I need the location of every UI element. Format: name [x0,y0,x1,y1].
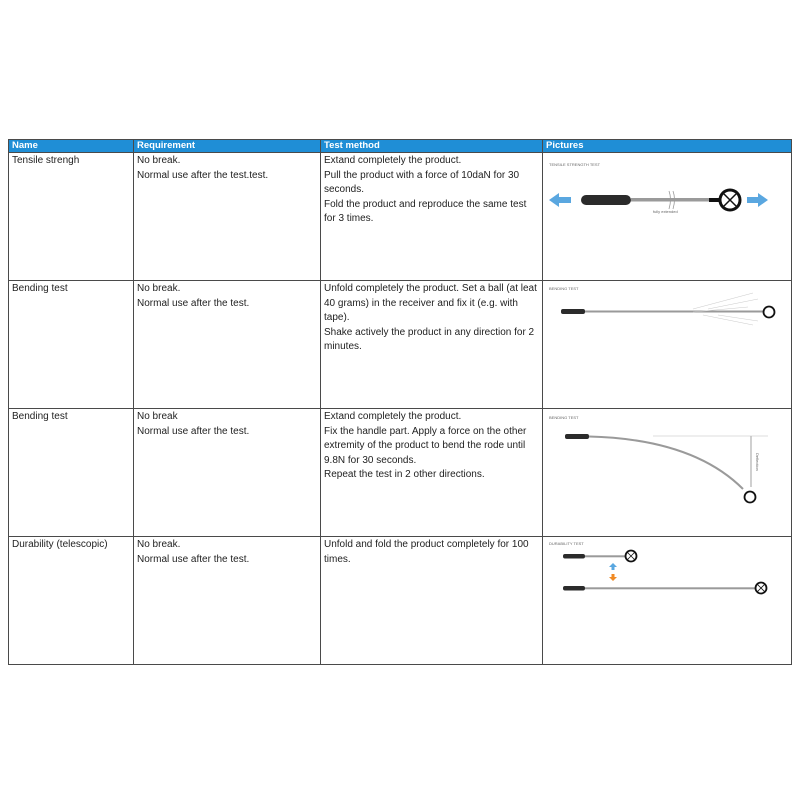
table-row [9,537,792,665]
method-line: Unfold completely the product. Set a ball (at leat 40 grams) in the receiver and fix it (e.g. with tape). [324,283,537,323]
method-line: Shake actively the product in any direction for 2 minutes. [324,326,535,352]
picture-cell [543,153,792,281]
table-row [9,281,792,409]
receiver-neck [709,198,720,202]
handle-grip [581,195,631,205]
requirement-line: Normal use after the test. [137,425,250,437]
test-name: Bending test [9,409,134,537]
receiver-ring-icon [745,492,756,503]
requirement-line: No break [137,411,178,422]
picture-cell [543,409,792,537]
down-arrow-icon [609,574,617,581]
requirement-cell [134,153,321,281]
right-arrow-icon [747,193,768,207]
test-name: Tensile strengh [9,153,134,281]
bent-rod [589,437,743,490]
requirement-line: No break. [137,539,181,550]
bending-test-illustration [543,281,791,407]
requirement-cell [134,281,321,409]
handle-grip [561,309,585,314]
requirement-cell [134,537,321,665]
deflection-label: Deflection [755,453,760,471]
rod-segment [585,311,763,313]
table-row [9,409,792,537]
receiver-ring-icon [764,307,775,318]
method-line: Pull the product with a force of 10daN for 30 seconds. [324,169,520,195]
rod-segment-long [585,587,755,589]
test-spec-table [8,139,792,665]
test-name: Durability (telescopic) [9,537,134,665]
receiver-cross-icon [724,194,736,206]
handle-grip [563,586,585,591]
durability-test-illustration [543,537,791,663]
requirement-line: Normal use after the test.test. [137,169,269,181]
method-line: Fix the handle part. Apply a force on the other extremity of the product to bend the rode until 9.8N for 30 seconds. [324,425,527,466]
handle-grip [565,434,589,439]
tensile-test-illustration [543,153,791,279]
table-row [9,153,792,281]
method-cell [321,409,543,537]
picture-caption: DURABILITY TEST [549,541,584,546]
picture-cell [543,281,792,409]
picture-cell [543,537,792,665]
left-arrow-icon [549,193,571,207]
method-line: Fold the product and reproduce the same test for 3 times. [324,198,527,224]
method-cell [321,281,543,409]
picture-caption: BENDING TEST [549,286,579,291]
requirement-line: Normal use after the test. [137,297,250,309]
rod-segment [631,198,711,202]
deflection-test-illustration [543,409,791,535]
handle-grip [563,554,585,559]
method-line: Unfold and fold the product completely for 100 times. [324,539,529,565]
method-cell [321,537,543,665]
header-test-method: Test method [321,140,543,153]
picture-subcaption: fully extended [653,209,678,214]
method-line: Extand completely the product. [324,155,462,166]
requirement-line: Normal use after the test. [137,553,250,565]
header-requirement: Requirement [134,140,321,153]
test-name: Bending test [9,281,134,409]
table-header-row [9,140,792,153]
picture-caption: TENSILE STRENGTH TEST [549,162,601,167]
requirement-cell [134,409,321,537]
motion-lines-icon [693,293,758,325]
method-line: Extand completely the product. [324,411,462,422]
header-name: Name [9,140,134,153]
up-arrow-icon [609,563,617,570]
method-cell [321,153,543,281]
method-line: Repeat the test in 2 other directions. [324,469,485,480]
requirement-line: No break. [137,283,181,294]
picture-caption: BENDING TEST [549,415,579,420]
requirement-line: No break. [137,155,181,166]
header-pictures: Pictures [543,140,792,153]
rod-segment-short [585,555,625,557]
